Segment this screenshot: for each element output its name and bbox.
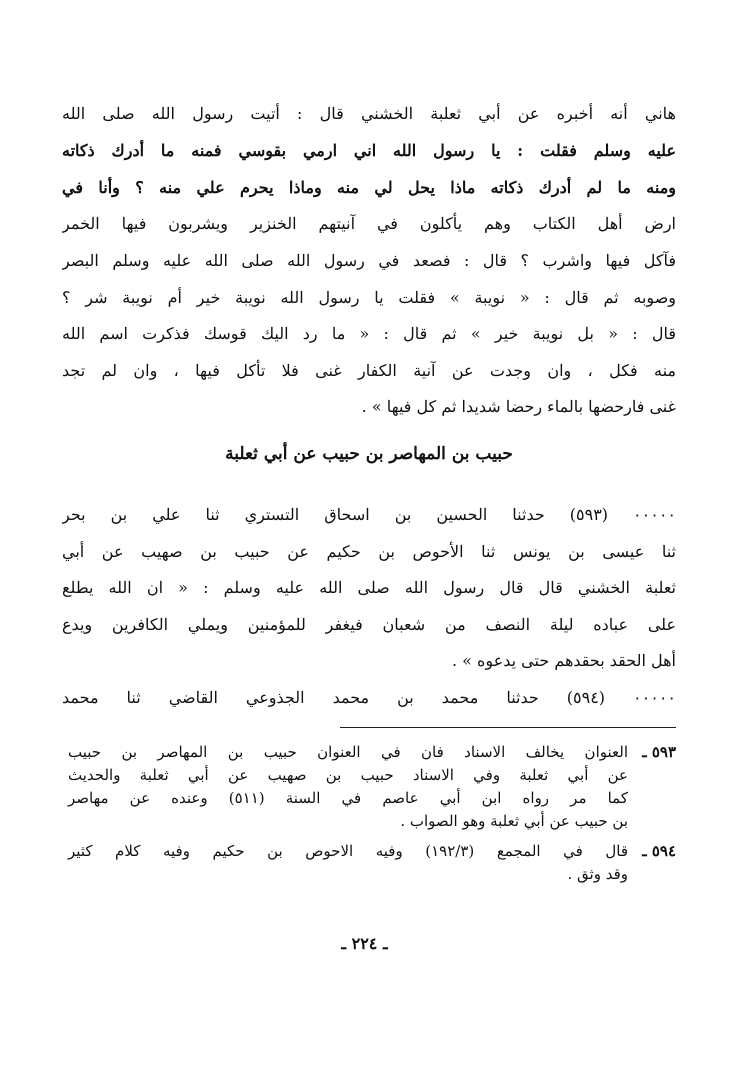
hadith-line: أهل الحقد بحقدهم حتى يدعوه » .: [452, 651, 676, 670]
body-line: وصوبه ثم قال : « نويبة » فقلت يا رسول الله نويبة خير أم نويبة شر ؟: [62, 288, 676, 307]
body-line: ارض أهل الكتاب وهم يأكلون في آنيتهم الخنزير ويشربون فيها الخمر: [62, 214, 676, 233]
footnote-594-cont: [62, 863, 676, 885]
footnote-line: كما مر رواه ابن أبي عاصم في السنة (٥١١) وعنده عن مهاصر: [68, 789, 628, 807]
footnote-separator: [340, 727, 676, 728]
section-heading: حبيب بن المهاصر بن حبيب عن أبي ثعلبة: [225, 444, 513, 464]
hadith-line: على عباده ليلة النصف من شعبان فيغفر للمؤمنين ويملي الكافرين ويدع: [62, 615, 676, 634]
footnote-594: [62, 840, 676, 862]
body-line: فآكل فيها واشرب ؟ قال : فصعد في رسول الله صلى الله عليه وسلم البصر: [62, 251, 676, 270]
body-line: قال : « بل نويبة خير » ثم قال : « ما رد اليك قوسك فذكرت اسم الله: [62, 324, 676, 343]
footnote-593-cont: [62, 764, 676, 786]
footnote-line: العنوان يخالف الاسناد فان في العنوان حبيب بن المهاصر بن حبيب: [68, 743, 628, 761]
hadith-line: ثنا عيسى بن يونس ثنا الأحوص بن حكيم عن حبيب بن صهيب عن أبي: [62, 542, 676, 561]
footnote-number: ٥٩٣ ـ: [642, 743, 676, 761]
footnote-593-cont: [62, 787, 676, 809]
body-line: هاني أنه أخبره عن أبي ثعلبة الخشني قال : أتيت رسول الله صلى الله: [62, 104, 676, 123]
body-line: غنى فارحضها بالماء رحضا شديدا ثم كل فيها » .: [361, 397, 676, 416]
hadith-line: ٠٠٠٠٠ (٥٩٤) حدثنا محمد بن محمد الجذوعي القاضي ثنا محمد: [62, 688, 676, 707]
footnote-line: بن حبيب عن أبي ثعلبة وهو الصواب .: [400, 812, 628, 830]
page-number: ـ ٢٢٤ ـ: [341, 934, 388, 953]
body-line: عليه وسلم فقلت : يا رسول الله اني ارمي بقوسي فمنه ما أدرك ذكاته: [62, 141, 676, 160]
footnote-line: قال في المجمع (١٩٢/٣) وفيه الاحوص بن حكيم وفيه كلام كثير: [68, 842, 628, 860]
footnote-line: عن أبي ثعلبة وفي الاسناد حبيب بن صهيب عن أبي ثعلبة والحديث: [68, 766, 628, 784]
body-line: منه فكل ، وان وجدت عن آنية الكفار غنى فلا تأكل فيها ، وان لم تجد: [62, 361, 676, 380]
hadith-line: ٠٠٠٠٠ (٥٩٣) حدثنا الحسين بن اسحاق التستري ثنا علي بن بحر: [62, 505, 676, 524]
footnote-593-cont: [62, 810, 676, 832]
footnote-593: [62, 741, 676, 763]
body-line: ومنه ما لم أدرك ذكاته ماذا يحل لي منه وماذا يحرم علي منه ؟ وأنا في: [62, 178, 676, 197]
hadith-line: ثعلبة الخشني قال قال رسول الله صلى الله عليه وسلم : « ان الله يطلع: [62, 578, 676, 597]
footnote-number: ٥٩٤ ـ: [642, 842, 676, 860]
footnote-line: وقد وثق .: [567, 865, 628, 883]
